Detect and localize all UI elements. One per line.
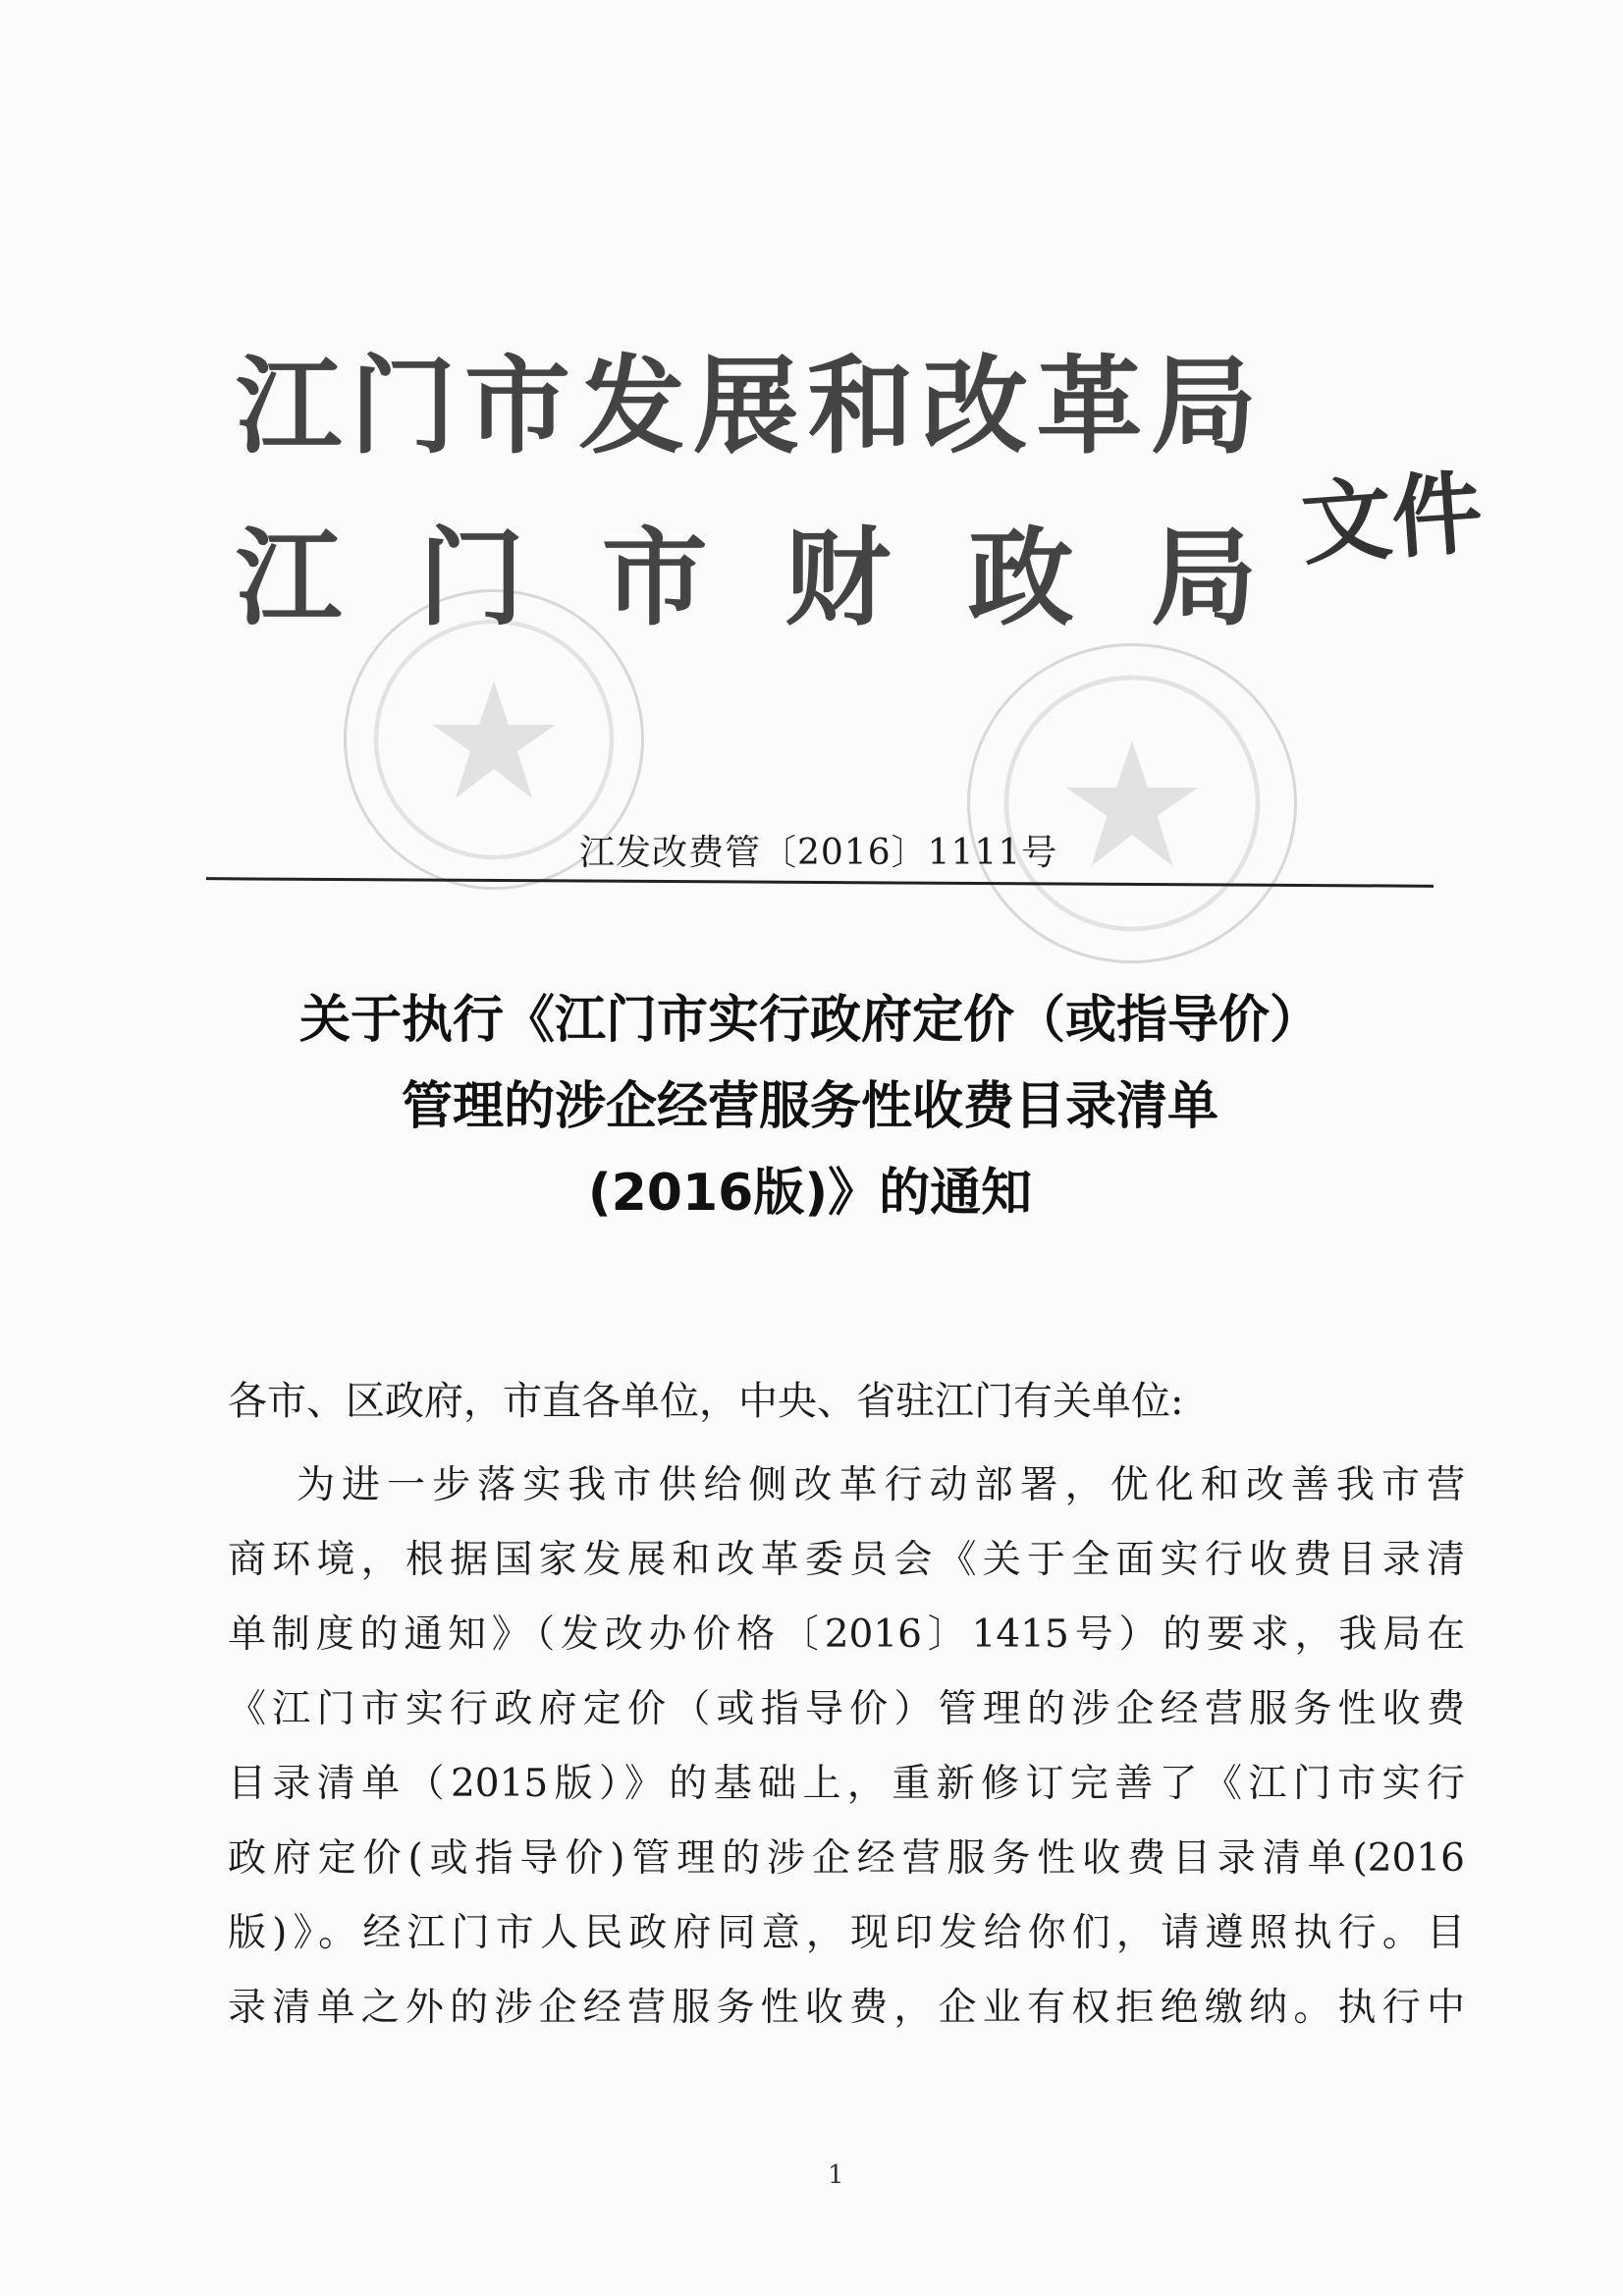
title-line: 关于执行《江门市实行政府定价（或指导价） xyxy=(298,991,1321,1050)
agency-name-development-reform: 江 门 市 发 展 和 改 革 局 xyxy=(236,346,1257,468)
salutation: 各市、区政府，市直各单位，中央、省驻江门有关单位: xyxy=(228,1379,1184,1424)
doc-type-label: 文件 xyxy=(1298,460,1487,578)
notice-title xyxy=(147,977,1473,1236)
seal-star-icon xyxy=(970,646,1294,960)
official-seal-right xyxy=(967,643,1297,963)
page-number: 1 xyxy=(828,2160,844,2190)
body-line: 政府定价(或指导价)管理的涉企经营服务性收费目录清单(2016 xyxy=(228,1836,1465,1881)
body-line: 目录清单（2015版）》的基础上，重新修订完善了《江门市实行 xyxy=(228,1762,1465,1806)
agency-name-finance: 江 门 市 财 政 局 xyxy=(236,518,1257,640)
body-line: 录清单之外的涉企经营服务性收费，企业有权拒绝缴纳。执行中 xyxy=(228,1986,1465,2030)
body-line: 商环境，根据国家发展和改革委员会《关于全面实行收费目录清 xyxy=(228,1538,1465,1582)
body-line: 《江门市实行政府定价（或指导价）管理的涉企经营服务性收费 xyxy=(228,1687,1465,1731)
body-line: 版)》。经江门市人民政府同意，现印发给你们，请遵照执行。目 xyxy=(228,1911,1465,1955)
body-line: 为进一步落实我市供给侧改革行动部署，优化和改善我市营 xyxy=(297,1463,1465,1507)
body-line: 单制度的通知》（发改办价格〔2016〕1415号）的要求，我局在 xyxy=(228,1613,1465,1657)
document-number: 江发改费管〔2016〕1111号 xyxy=(579,833,1058,873)
body-paragraph xyxy=(228,1449,1465,2046)
title-line: 管理的涉企经营服务性收费目录清单 xyxy=(401,1077,1218,1136)
title-line: (2016版)》的通知 xyxy=(587,1164,1033,1223)
